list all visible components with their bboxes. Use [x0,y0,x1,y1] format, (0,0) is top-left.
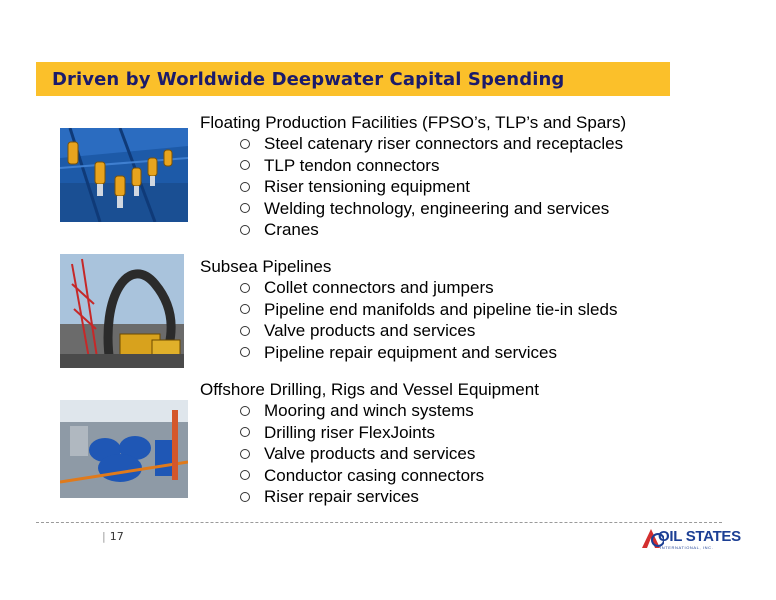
section-heading: Offshore Drilling, Rigs and Vessel Equipment [200,380,539,399]
list-item: Pipeline repair equipment and services [238,342,617,364]
bullet-list [200,277,617,363]
list-item: Conductor casing connectors [238,465,539,487]
section-floating-production [200,112,626,241]
hollow-circle-bullet-icon [240,304,250,314]
list-item: TLP tendon connectors [238,155,626,177]
hollow-circle-bullet-icon [240,449,250,459]
list-item: Collet connectors and jumpers [238,277,617,299]
list-item: Riser repair services [238,486,539,508]
subsea-pipeline-photo [60,254,184,368]
section-offshore-drilling [200,379,539,508]
riser-connectors-photo [60,128,188,222]
footer-divider [36,522,722,523]
hollow-circle-bullet-icon [240,203,250,213]
section-heading: Subsea Pipelines [200,257,332,276]
hollow-circle-bullet-icon [240,326,250,336]
hollow-circle-bullet-icon [240,160,250,170]
list-item: Drilling riser FlexJoints [238,422,539,444]
hollow-circle-bullet-icon [240,427,250,437]
page-number-separator: | [102,530,106,543]
list-item: Valve products and services [238,320,617,342]
title-bar [36,62,670,96]
hollow-circle-bullet-icon [240,139,250,149]
list-item: Welding technology, engineering and services [238,198,626,220]
hollow-circle-bullet-icon [240,347,250,357]
offshore-vessel-photo [60,400,188,498]
list-item: Mooring and winch systems [238,400,539,422]
hollow-circle-bullet-icon [240,182,250,192]
company-logo [636,526,741,552]
page-title: Driven by Worldwide Deepwater Capital Spending [52,68,565,90]
hollow-circle-bullet-icon [240,283,250,293]
bullet-list [200,400,539,508]
list-item: Riser tensioning equipment [238,176,626,198]
logo-subtext: INTERNATIONAL, INC. [660,545,714,550]
bullet-list [200,133,626,241]
list-item: Cranes [238,219,626,241]
hollow-circle-bullet-icon [240,406,250,416]
hollow-circle-bullet-icon [240,225,250,235]
section-heading: Floating Production Facilities (FPSO’s, TLP’s and Spars) [200,113,627,132]
hollow-circle-bullet-icon [240,470,250,480]
hollow-circle-bullet-icon [240,492,250,502]
list-item: Steel catenary riser connectors and receptacles [238,133,626,155]
list-item: Pipeline end manifolds and pipeline tie-in sleds [238,299,617,321]
list-item: Valve products and services [238,443,539,465]
logo-wordmark: OIL STATES [658,528,741,545]
section-subsea-pipelines [200,256,617,363]
page-number: | 17 [102,530,124,543]
